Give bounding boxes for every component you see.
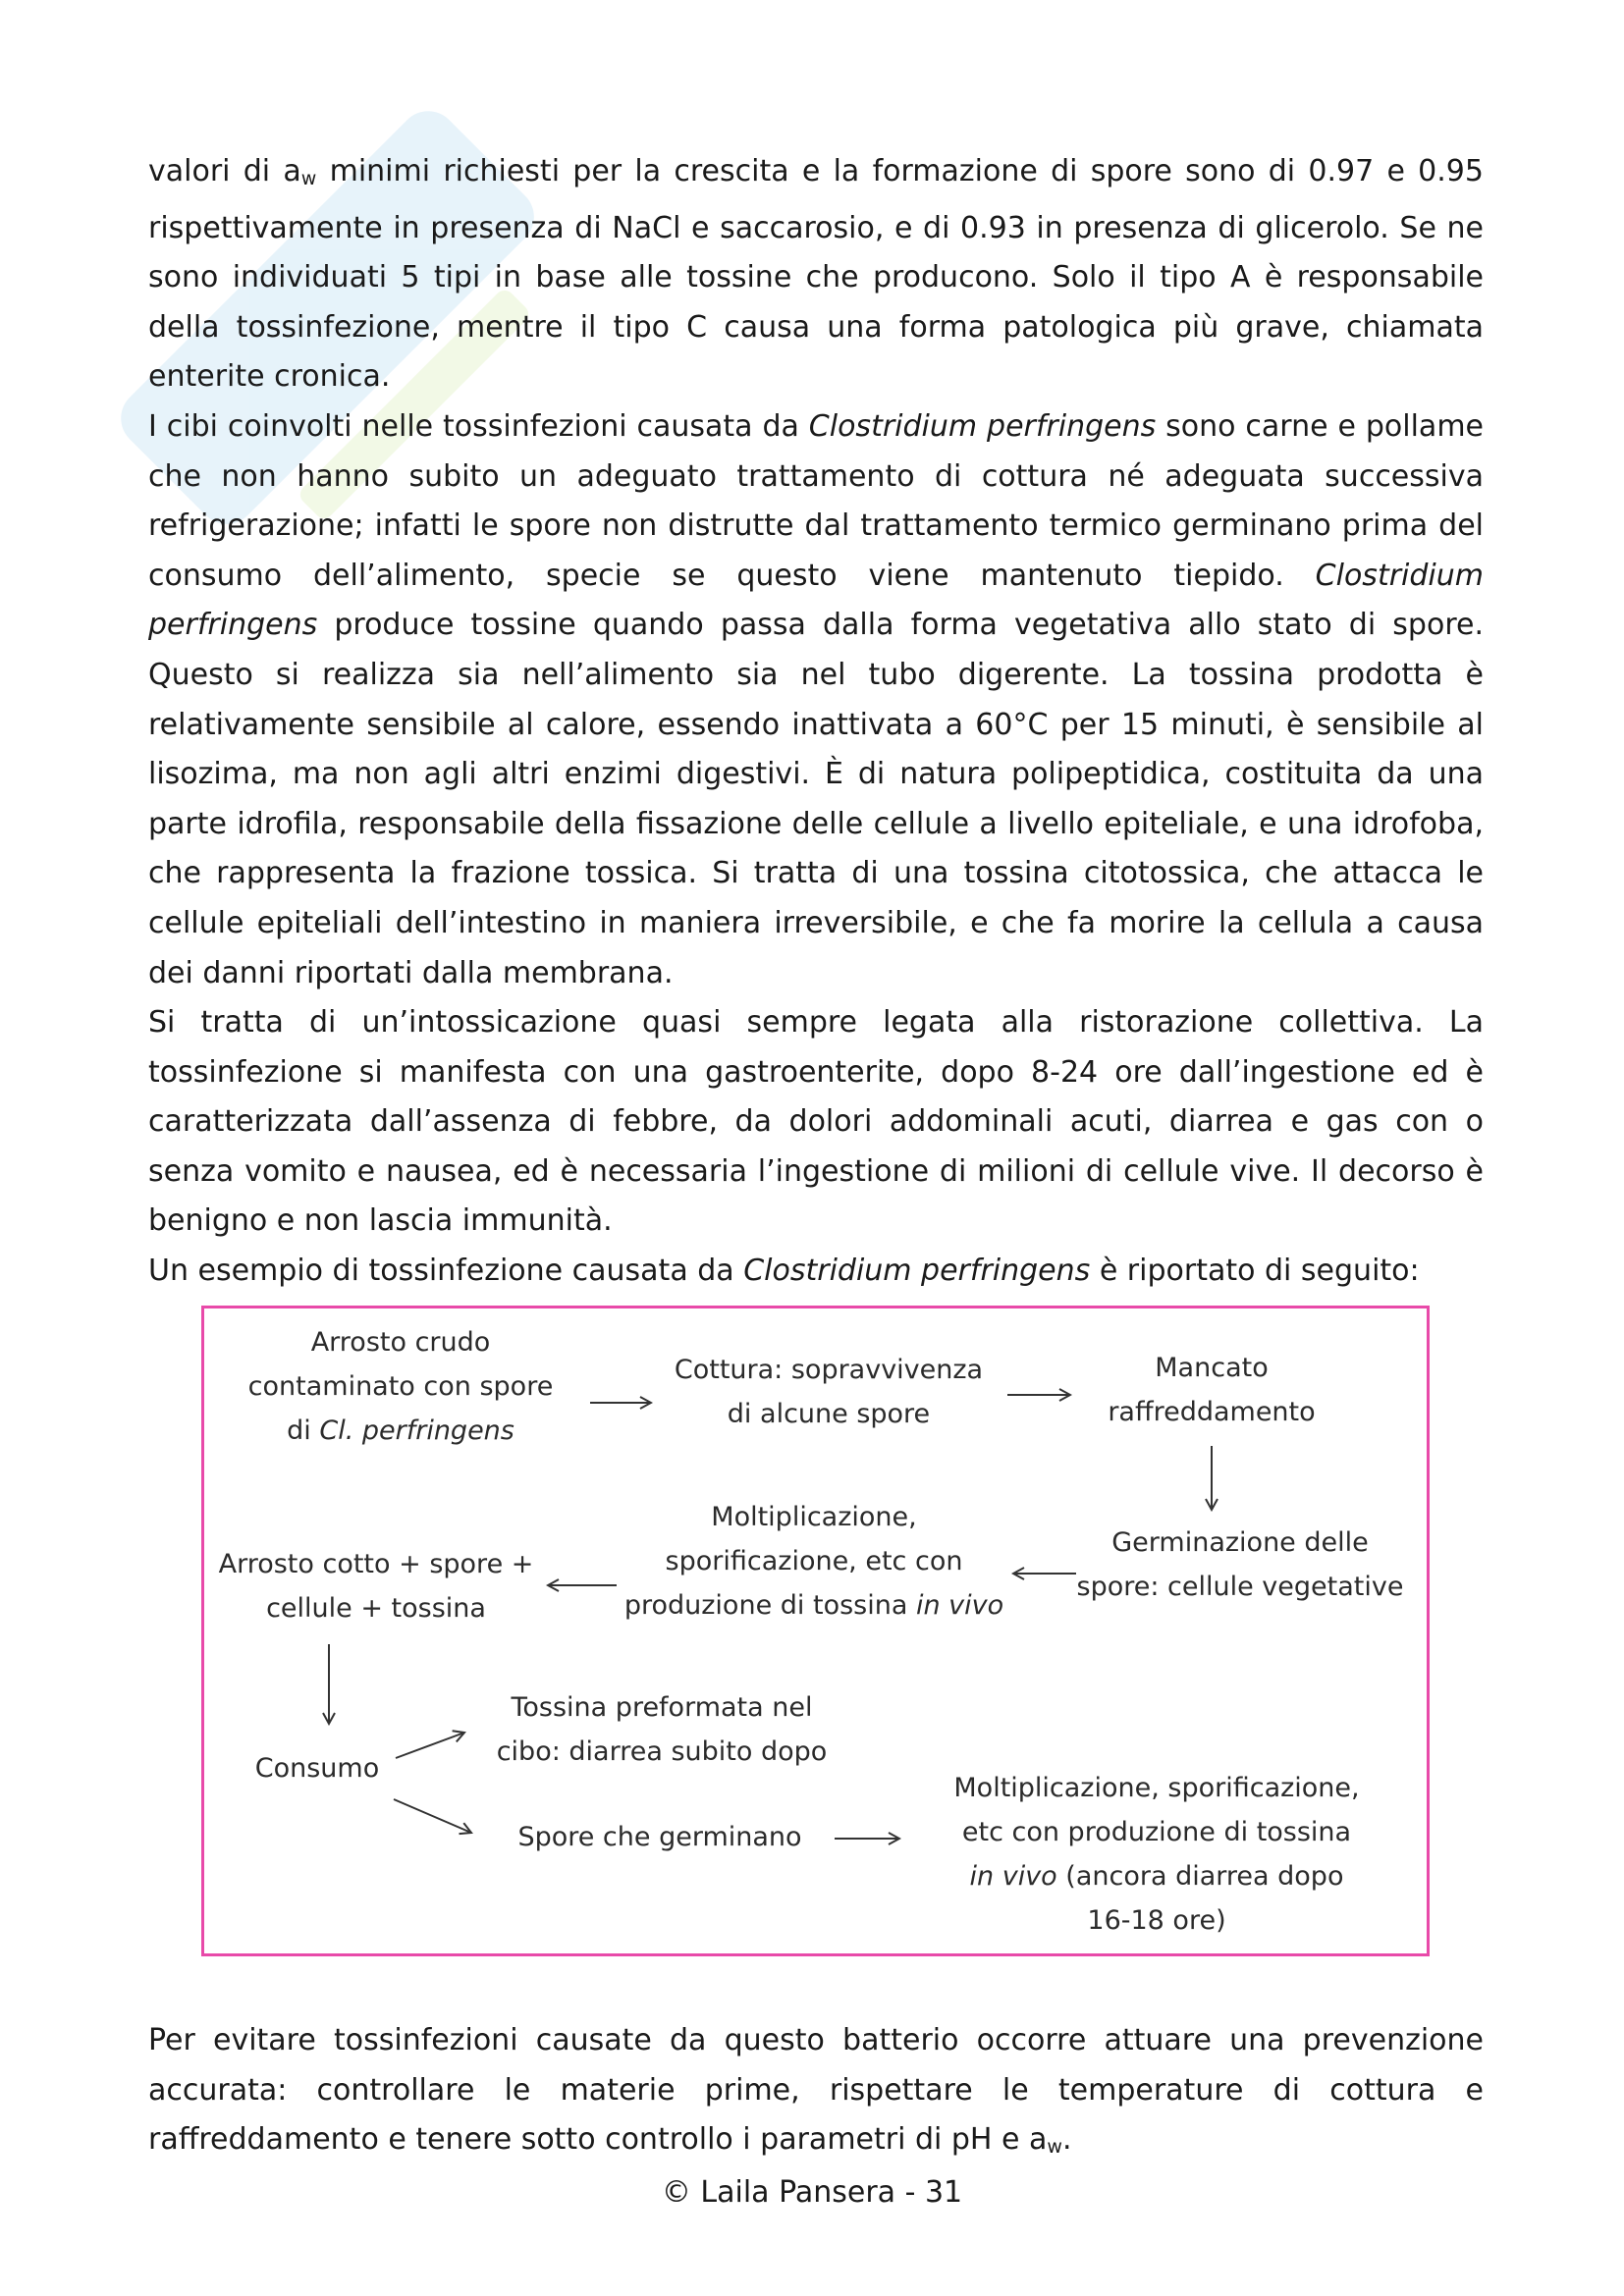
node-germinazione: Germinazione delle spore: cellule vegetative — [1076, 1527, 1404, 1602]
node-tossina-preformata: Tossina preformata nel cibo: diarrea subito dopo — [496, 1692, 828, 1767]
arrow-7-8 — [396, 1733, 464, 1758]
node-spore-germinano: Spore che germinano — [517, 1822, 802, 1852]
node-mancato-raffreddamento: Mancato raffreddamento — [1108, 1353, 1316, 1427]
node-arrosto-cotto: Arrosto cotto + spore + cellule + tossina — [218, 1549, 534, 1624]
paragraph-3: Si tratta di un’intossicazione quasi sempre legata alla ristorazione collettiva. La tossinfezione si manifesta con una gastroenterite, dopo 8-24 ore dall’ingestione ed è caratterizzata dall’assenza di febbre, da dolori addominali acuti, diarrea e gas con o senza vomito e nausea, ed è necessaria l’ingestione di milioni di cellule vive. Il decorso è benigno e non lascia immunità. — [148, 1005, 1484, 1239]
paragraph-2: I cibi coinvolti nelle tossinfezioni causata da Clostridium perfringens sono carne e pollame che non hanno subito un adeguato trattamento di cottura né adeguata successiva refrigerazione; infatti le spore non distrutte dal trattamento termico germinano prima del consumo dell’alimento, specie se questo viene mantenuto tiepido. Clostridium perfringens produce tossine quando passa dalla forma vegetativa allo stato di spore. Questo si realizza sia nell’alimento sia nel tubo digerente. La tossina prodotta è relativamente sensibile al calore, essendo inattivata a 60°C per 15 minuti, è sensibile al lisozima, ma non agli altri enzimi digestivi. È di natura polipeptidica, costituita da una parte idrofila, responsabile della fissazione delle cellule a livello epiteliale, e una idrofoba, che rappresenta la frazione tossica. Si tratta di una tossina citotossica, che attacca le cellule epiteliali dell’intestino in maniera irreversibile, e che fa morire la cellula a causa dei danni riportati dalla membrana. — [148, 408, 1484, 990]
page-footer: © Laila Pansera - 31 — [661, 2175, 963, 2210]
arrow-7-9 — [394, 1799, 471, 1833]
node-moltiplicazione-2: Moltiplicazione, sporificazione, etc con produzione di tossina in vivo (ancora diarrea dopo 16-18 ore) — [953, 1773, 1360, 1936]
paragraph-5: Per evitare tossinfezioni causate da questo batterio occorre attuare una prevenzione accurata: controllare le materie prime, rispettare le temperature di cottura e raffreddamento e tenere sotto controllo i parametri di pH e $a_w$. — [148, 2023, 1484, 2159]
paragraph-1: valori di $a_w$ minimi richiesti per la crescita e la formazione di spore sono di 0.97 e 0.95 rispettivamente in presenza di NaCl e saccarosio, e di 0.93 in presenza di glicerolo. Se ne sono individuati 5 tipi in base alle tossine che producono. Solo il tipo A è responsabile della tossinfezione, mentre il tipo C causa una forma patologica più grave, chiamata enterite cronica. — [148, 154, 1484, 395]
node-cottura: Cottura: sopravvivenza di alcune spore — [674, 1355, 984, 1429]
closing-text — [148, 2016, 1484, 2172]
flow-diagram — [201, 1306, 1430, 1956]
node-arrosto-crudo: Arrosto crudo contaminato con spore di Cl. perfringens — [247, 1327, 554, 1446]
node-consumo: Consumo — [254, 1753, 380, 1784]
node-moltiplicazione-1: Moltiplicazione, sporificazione, etc con produzione di tossina in vivo — [623, 1502, 1004, 1621]
paragraph-4: Un esempio di tossinfezione causata da Clostridium perfringens è riportato di seguito: — [148, 1254, 1420, 1289]
body-text — [148, 147, 1484, 1297]
